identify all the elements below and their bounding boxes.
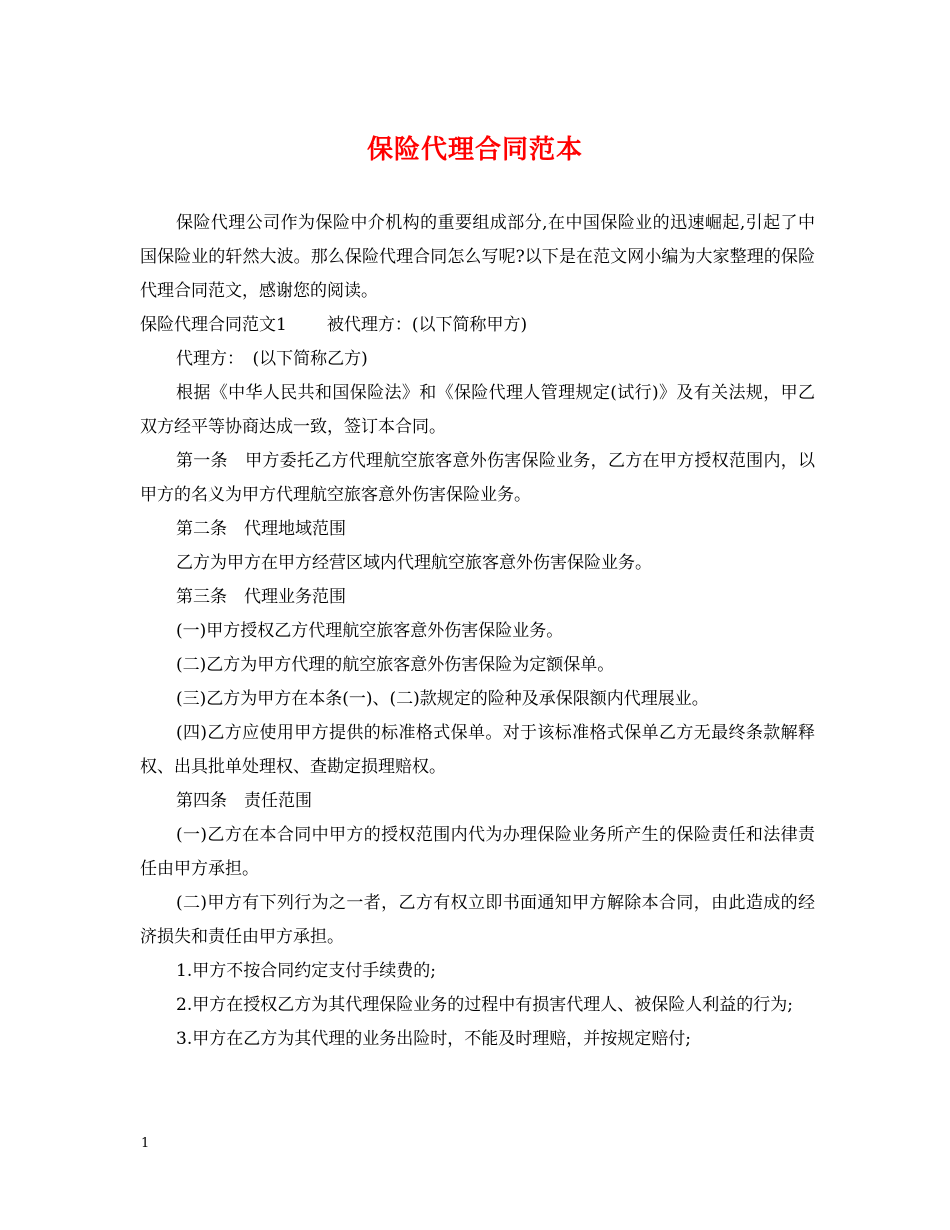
paragraph: 3.甲方在乙方为其代理的业务出险时，不能及时理赔，并按规定赔付;: [176, 1029, 691, 1049]
sample-heading: 保险代理合同范文1: [140, 315, 287, 335]
paragraph: 2.甲方在授权乙方为其代理保险业务的过程中有损害代理人、被保险人利益的行为;: [176, 995, 793, 1015]
paragraph: 乙方为甲方在甲方经营区域内代理航空旅客意外伤害保险业务。: [176, 553, 652, 573]
paragraph: (三)乙方为甲方在本条(一)、(二)款规定的险种及承保限额内代理展业。: [176, 689, 709, 709]
agent-line: 代理方： (以下简称乙方): [176, 349, 368, 369]
paragraph: 第一条 甲方委托乙方代理航空旅客意外伤害保险业务，乙方在甲方授权范围内，以甲方的名义为甲方代理航空旅客意外伤害保险业务。: [140, 451, 815, 505]
document-body: [140, 206, 815, 1056]
paragraph: (二)乙方为甲方代理的航空旅客意外伤害保险为定额保单。: [176, 655, 615, 675]
sample-heading-line: [140, 308, 815, 342]
paragraph: (一)乙方在本合同中甲方的授权范围内代为办理保险业务所产生的保险责任和法律责任由甲方承担。: [140, 825, 815, 879]
paragraph: (二)甲方有下列行为之一者，乙方有权立即书面通知甲方解除本合同，由此造成的经济损失和责任由甲方承担。: [140, 893, 815, 947]
paragraph: 第四条 责任范围: [176, 791, 312, 811]
paragraph: 根据《中华人民共和国保险法》和《保险代理人管理规定(试行)》及有关法规，甲乙双方经平等协商达成一致，签订本合同。: [140, 383, 815, 437]
page-number: 1: [141, 1136, 150, 1151]
paragraph: 1.甲方不按合同约定支付手续费的;: [176, 961, 436, 981]
paragraph: (一)甲方授权乙方代理航空旅客意外伤害保险业务。: [176, 621, 564, 641]
paragraph: (四)乙方应使用甲方提供的标准格式保单。对于该标准格式保单乙方无最终条款解释权、出具批单处理权、查勘定损理赔权。: [140, 723, 815, 777]
paragraph: 第二条 代理地域范围: [176, 519, 346, 539]
intro-paragraph: 保险代理公司作为保险中介机构的重要组成部分,在中国保险业的迅速崛起,引起了中国保险业的轩然大波。那么保险代理合同怎么写呢?以下是在范文网小编为大家整理的保险代理合同范文，感谢您的阅读。: [140, 213, 815, 301]
principal-line: 被代理方：(以下简称甲方): [326, 315, 528, 335]
document-title: 保险代理合同范本: [366, 135, 583, 165]
paragraph: 第三条 代理业务范围: [176, 587, 346, 607]
